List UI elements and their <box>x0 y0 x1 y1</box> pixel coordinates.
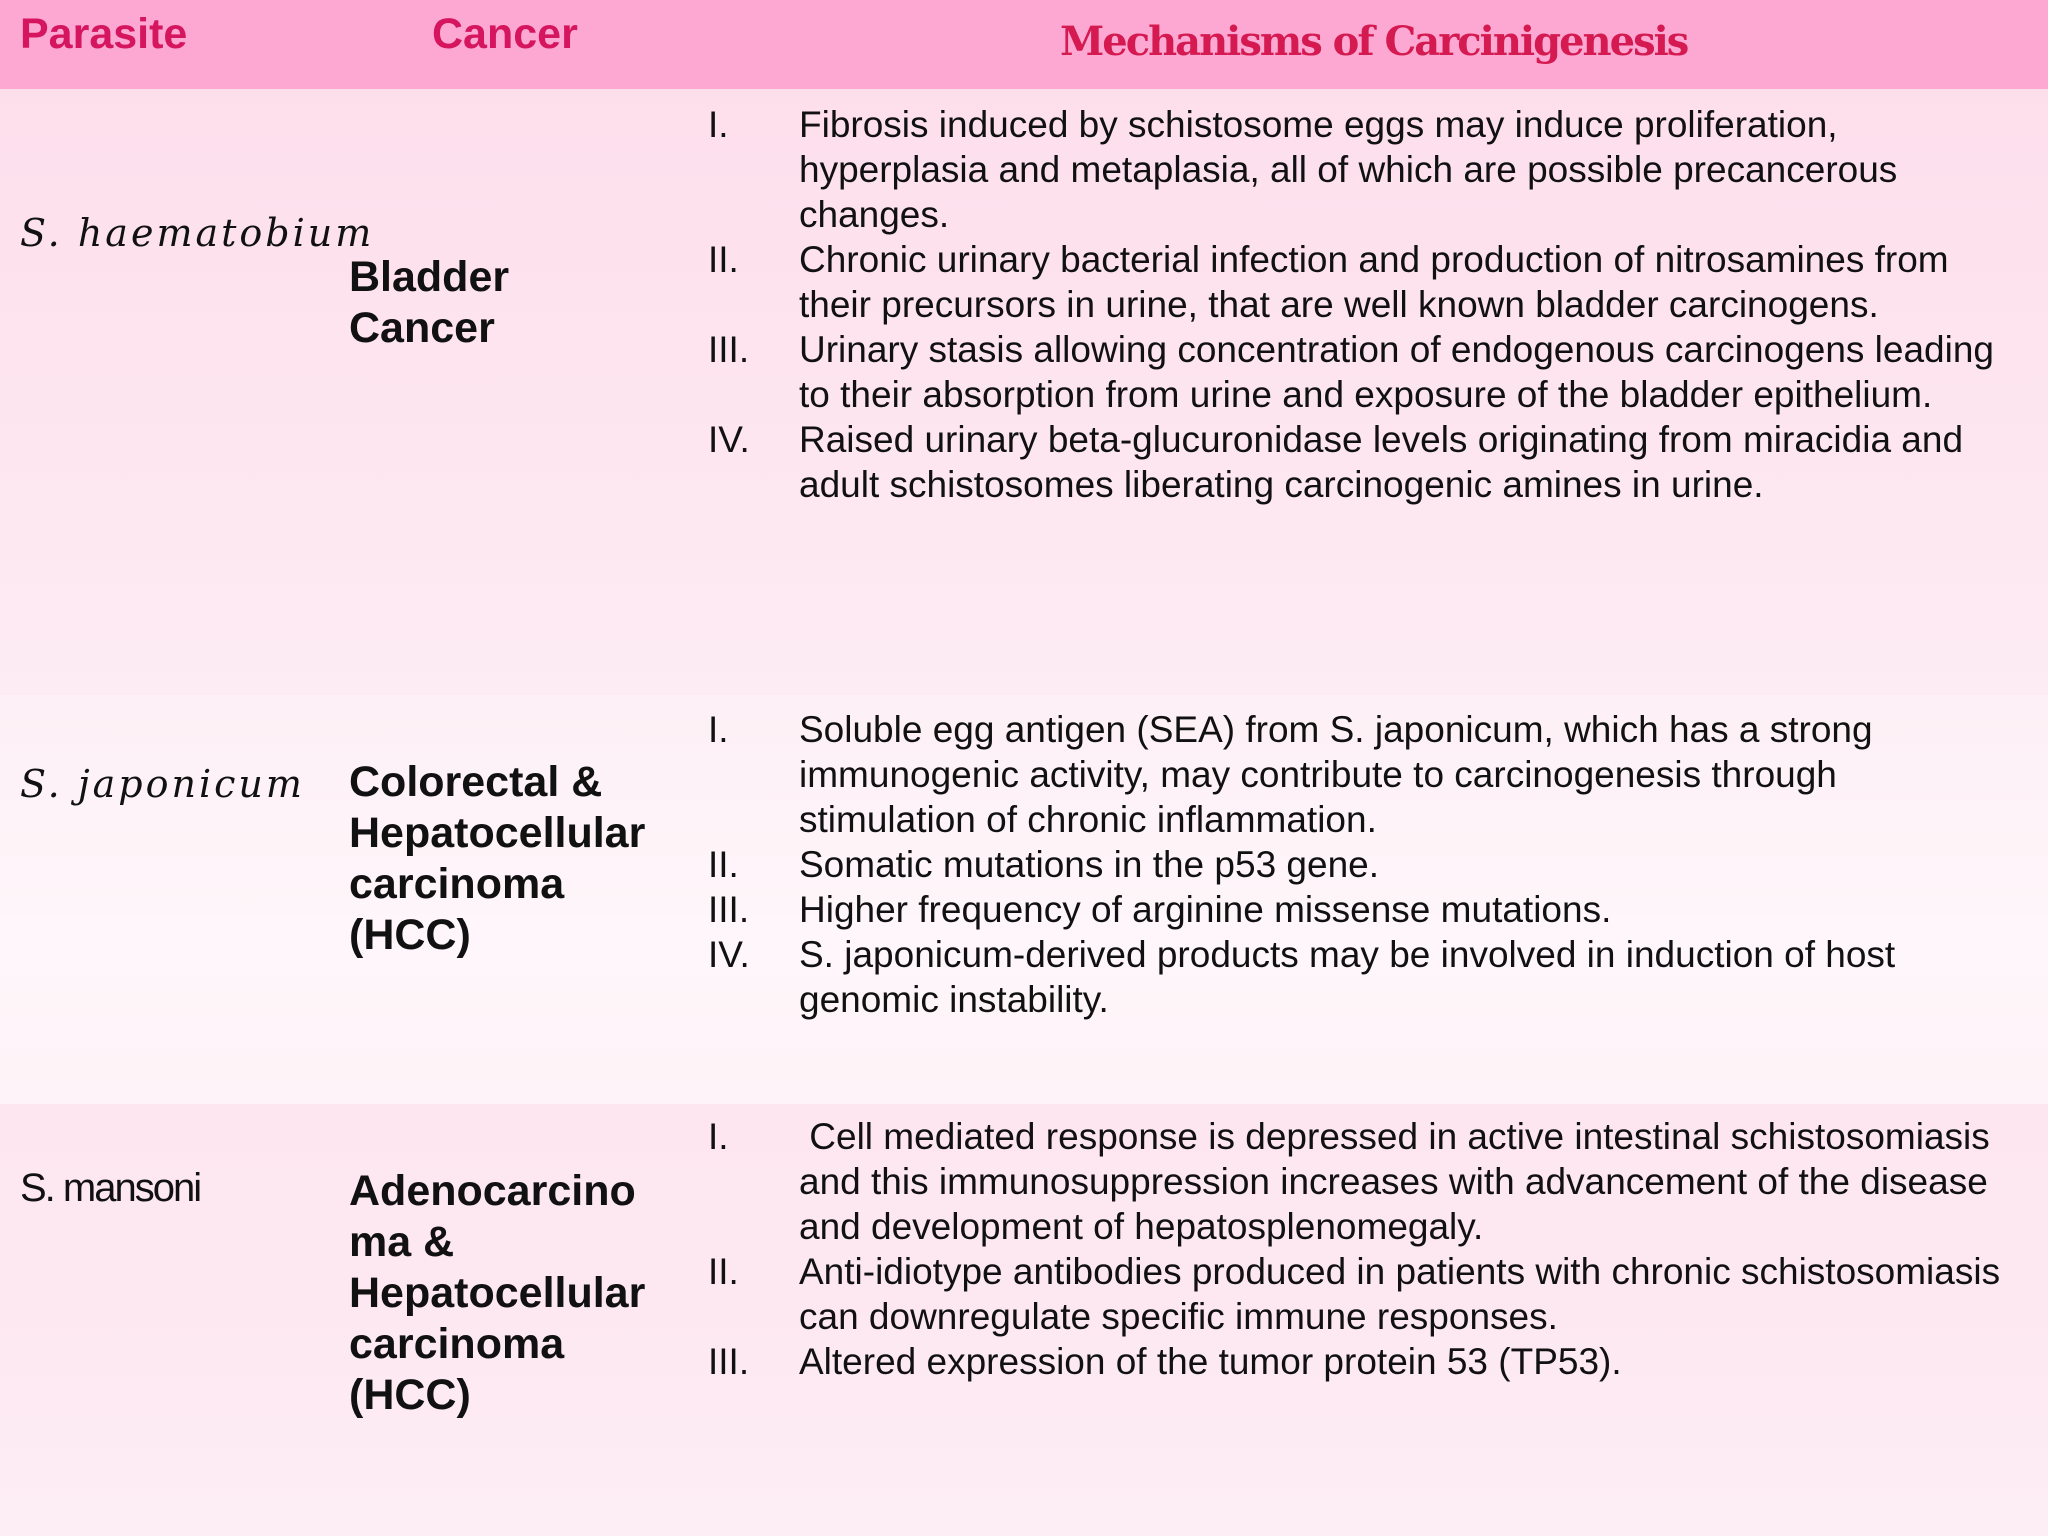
mechanism-item <box>708 417 2008 507</box>
mechanism-item <box>708 237 2008 327</box>
cancer-type <box>349 757 679 961</box>
mechanism-text: Urinary stasis allowing concentration of endogenous carcinogens leading to their absorption from urine and exposure of the bladder epithelium. <box>799 329 1995 415</box>
mechanism-number: I. <box>708 1116 729 1157</box>
mechanism-list <box>708 1114 2008 1384</box>
mechanism-text: Anti-idiotype antibodies produced in patients with chronic schistosomiasis can downregulate specific immune responses. <box>799 1251 2001 1337</box>
cancer-type <box>349 1166 679 1421</box>
mechanism-text: Somatic mutations in the p53 gene. <box>799 844 1380 885</box>
mechanism-item <box>708 707 2008 842</box>
mechanism-text: S. japonicum-derived products may be involved in induction of host genomic instability. <box>799 934 1896 1020</box>
mechanism-number: I. <box>708 709 729 750</box>
header-mechanisms: Mechanisms of Carcinigenesis <box>1060 18 1688 65</box>
mechanism-list <box>708 707 2008 1022</box>
header-parasite: Parasite <box>20 10 188 58</box>
mechanism-number: II. <box>708 1251 739 1292</box>
cancer-line: Adenocarcino <box>349 1167 636 1215</box>
mechanism-item <box>708 327 2008 417</box>
mechanism-item <box>708 842 2008 887</box>
mechanism-number: III. <box>708 889 750 930</box>
mechanism-list <box>708 102 2008 507</box>
mechanism-item <box>708 1249 2008 1339</box>
cancer-line: Cancer <box>349 304 495 352</box>
mechanism-text: Chronic urinary bacterial infection and production of nitrosamines from their precursors in urine, that are well known bladder carcinogens. <box>799 239 1949 325</box>
cancer-line: ma & <box>349 1218 455 1266</box>
cancer-line: Bladder <box>349 253 510 301</box>
mechanism-item <box>708 887 2008 932</box>
mechanism-item <box>708 932 2008 1022</box>
table-row-japonicum <box>0 695 2048 1104</box>
table-row-mansoni <box>0 1104 2048 1536</box>
table-header <box>0 0 2048 89</box>
parasite-name: S. haematobium <box>20 211 375 255</box>
cancer-line: (HCC) <box>349 911 471 959</box>
cancer-line: Colorectal & <box>349 758 603 806</box>
mechanism-text: Higher frequency of arginine missense mutations. <box>799 889 1612 930</box>
cancer-line: (HCC) <box>349 1371 471 1419</box>
mechanism-number: III. <box>708 1341 750 1382</box>
mechanism-number: II. <box>708 844 739 885</box>
parasite-name: S. japonicum <box>20 762 305 806</box>
cancer-line: carcinoma <box>349 1320 565 1368</box>
mechanism-item <box>708 1339 2008 1384</box>
mechanism-item <box>708 102 2008 237</box>
mechanism-text: Cell mediated response is depressed in active intestinal schistosomiasis and this immunosuppression increases with advancement of the disease and development of hepatosplenomegaly. <box>799 1116 2001 1247</box>
mechanism-text: Raised urinary beta-glucuronidase levels originating from miracidia and adult schistosomes liberating carcinogenic amines in urine. <box>799 419 1964 505</box>
cancer-type <box>349 252 679 354</box>
mechanism-number: IV. <box>708 419 750 460</box>
mechanism-number: III. <box>708 329 750 370</box>
header-cancer: Cancer <box>432 10 578 58</box>
cancer-line: Hepatocellular <box>349 809 646 857</box>
mechanism-text: Soluble egg antigen (SEA) from S. japonicum, which has a strong immunogenic activity, may contribute to carcinogenesis through stimulation of chronic inflammation. <box>799 709 1873 840</box>
cancer-line: Hepatocellular <box>349 1269 646 1317</box>
mechanism-text: Fibrosis induced by schistosome eggs may induce proliferation, hyperplasia and metaplasia, all of which are possible precancerous changes. <box>799 104 1898 235</box>
table-row-haematobium <box>0 89 2048 695</box>
mechanism-number: IV. <box>708 934 750 975</box>
mechanism-item <box>708 1114 2008 1249</box>
cancer-line: carcinoma <box>349 860 565 908</box>
mechanism-text: Altered expression of the tumor protein 53 (TP53). <box>799 1341 1622 1382</box>
parasite-name: S. mansoni <box>20 1166 201 1210</box>
mechanism-number: I. <box>708 104 729 145</box>
mechanism-number: II. <box>708 239 739 280</box>
